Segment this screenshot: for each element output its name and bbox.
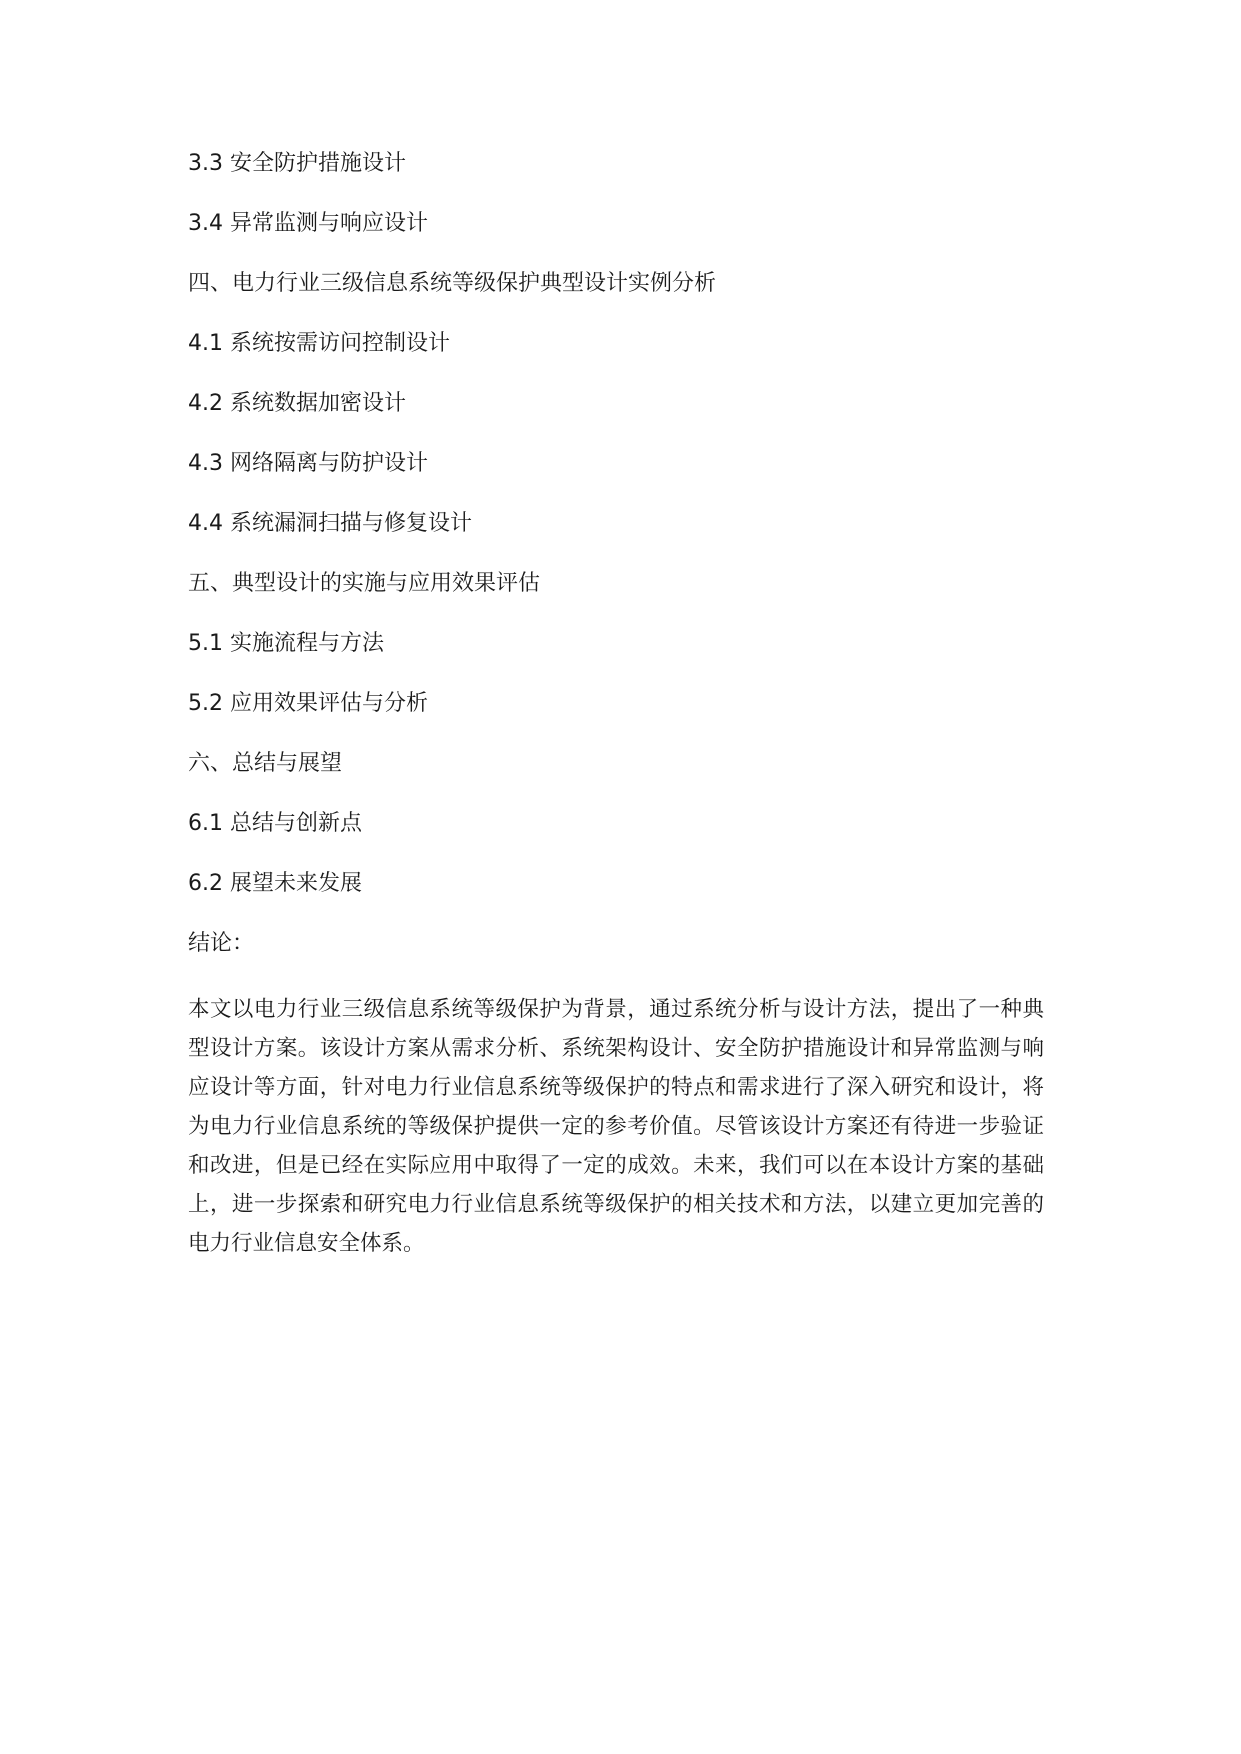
toc-section-6: 六、总结与展望 [188,751,343,776]
toc-item-4-1: 4.1 系统按需访问控制设计 [188,331,450,356]
table-of-contents [188,150,1044,930]
toc-item-5-1: 5.1 实施流程与方法 [188,631,384,656]
toc-item-3-3: 3.3 安全防护措施设计 [188,151,406,176]
conclusion-paragraph: 本文以电力行业三级信息系统等级保护为背景，通过系统分析与设计方法，提出了一种典型设计方案。该设计方案从需求分析、系统架构设计、安全防护措施设计和异常监测与响应设计等方面，针对电力行业信息系统等级保护的特点和需求进行了深入研究和设计，将为电力行业信息系统的等级保护提供一定的参考价值。尽管该设计方案还有待进一步验证和改进，但是已经在实际应用中取得了一定的成效。未来，我们可以在本设计方案的基础上，进一步探索和研究电力行业信息系统等级保护的相关技术和方法，以建立更加完善的电力行业信息安全体系。 [188,997,1044,1256]
document-page [188,150,1044,1263]
toc-section-5: 五、典型设计的实施与应用效果评估 [188,571,541,596]
toc-item-4-3: 4.3 网络隔离与防护设计 [188,451,428,476]
toc-item-3-4: 3.4 异常监测与响应设计 [188,211,428,236]
toc-item-5-2: 5.2 应用效果评估与分析 [188,691,428,716]
conclusion-heading: 结论： [188,931,255,956]
toc-item-4-4: 4.4 系统漏洞扫描与修复设计 [188,511,472,536]
toc-item-4-2: 4.2 系统数据加密设计 [188,391,406,416]
toc-section-4: 四、电力行业三级信息系统等级保护典型设计实例分析 [188,271,717,296]
toc-item-6-2: 6.2 展望未来发展 [188,871,362,896]
toc-item-6-1: 6.1 总结与创新点 [188,811,362,836]
